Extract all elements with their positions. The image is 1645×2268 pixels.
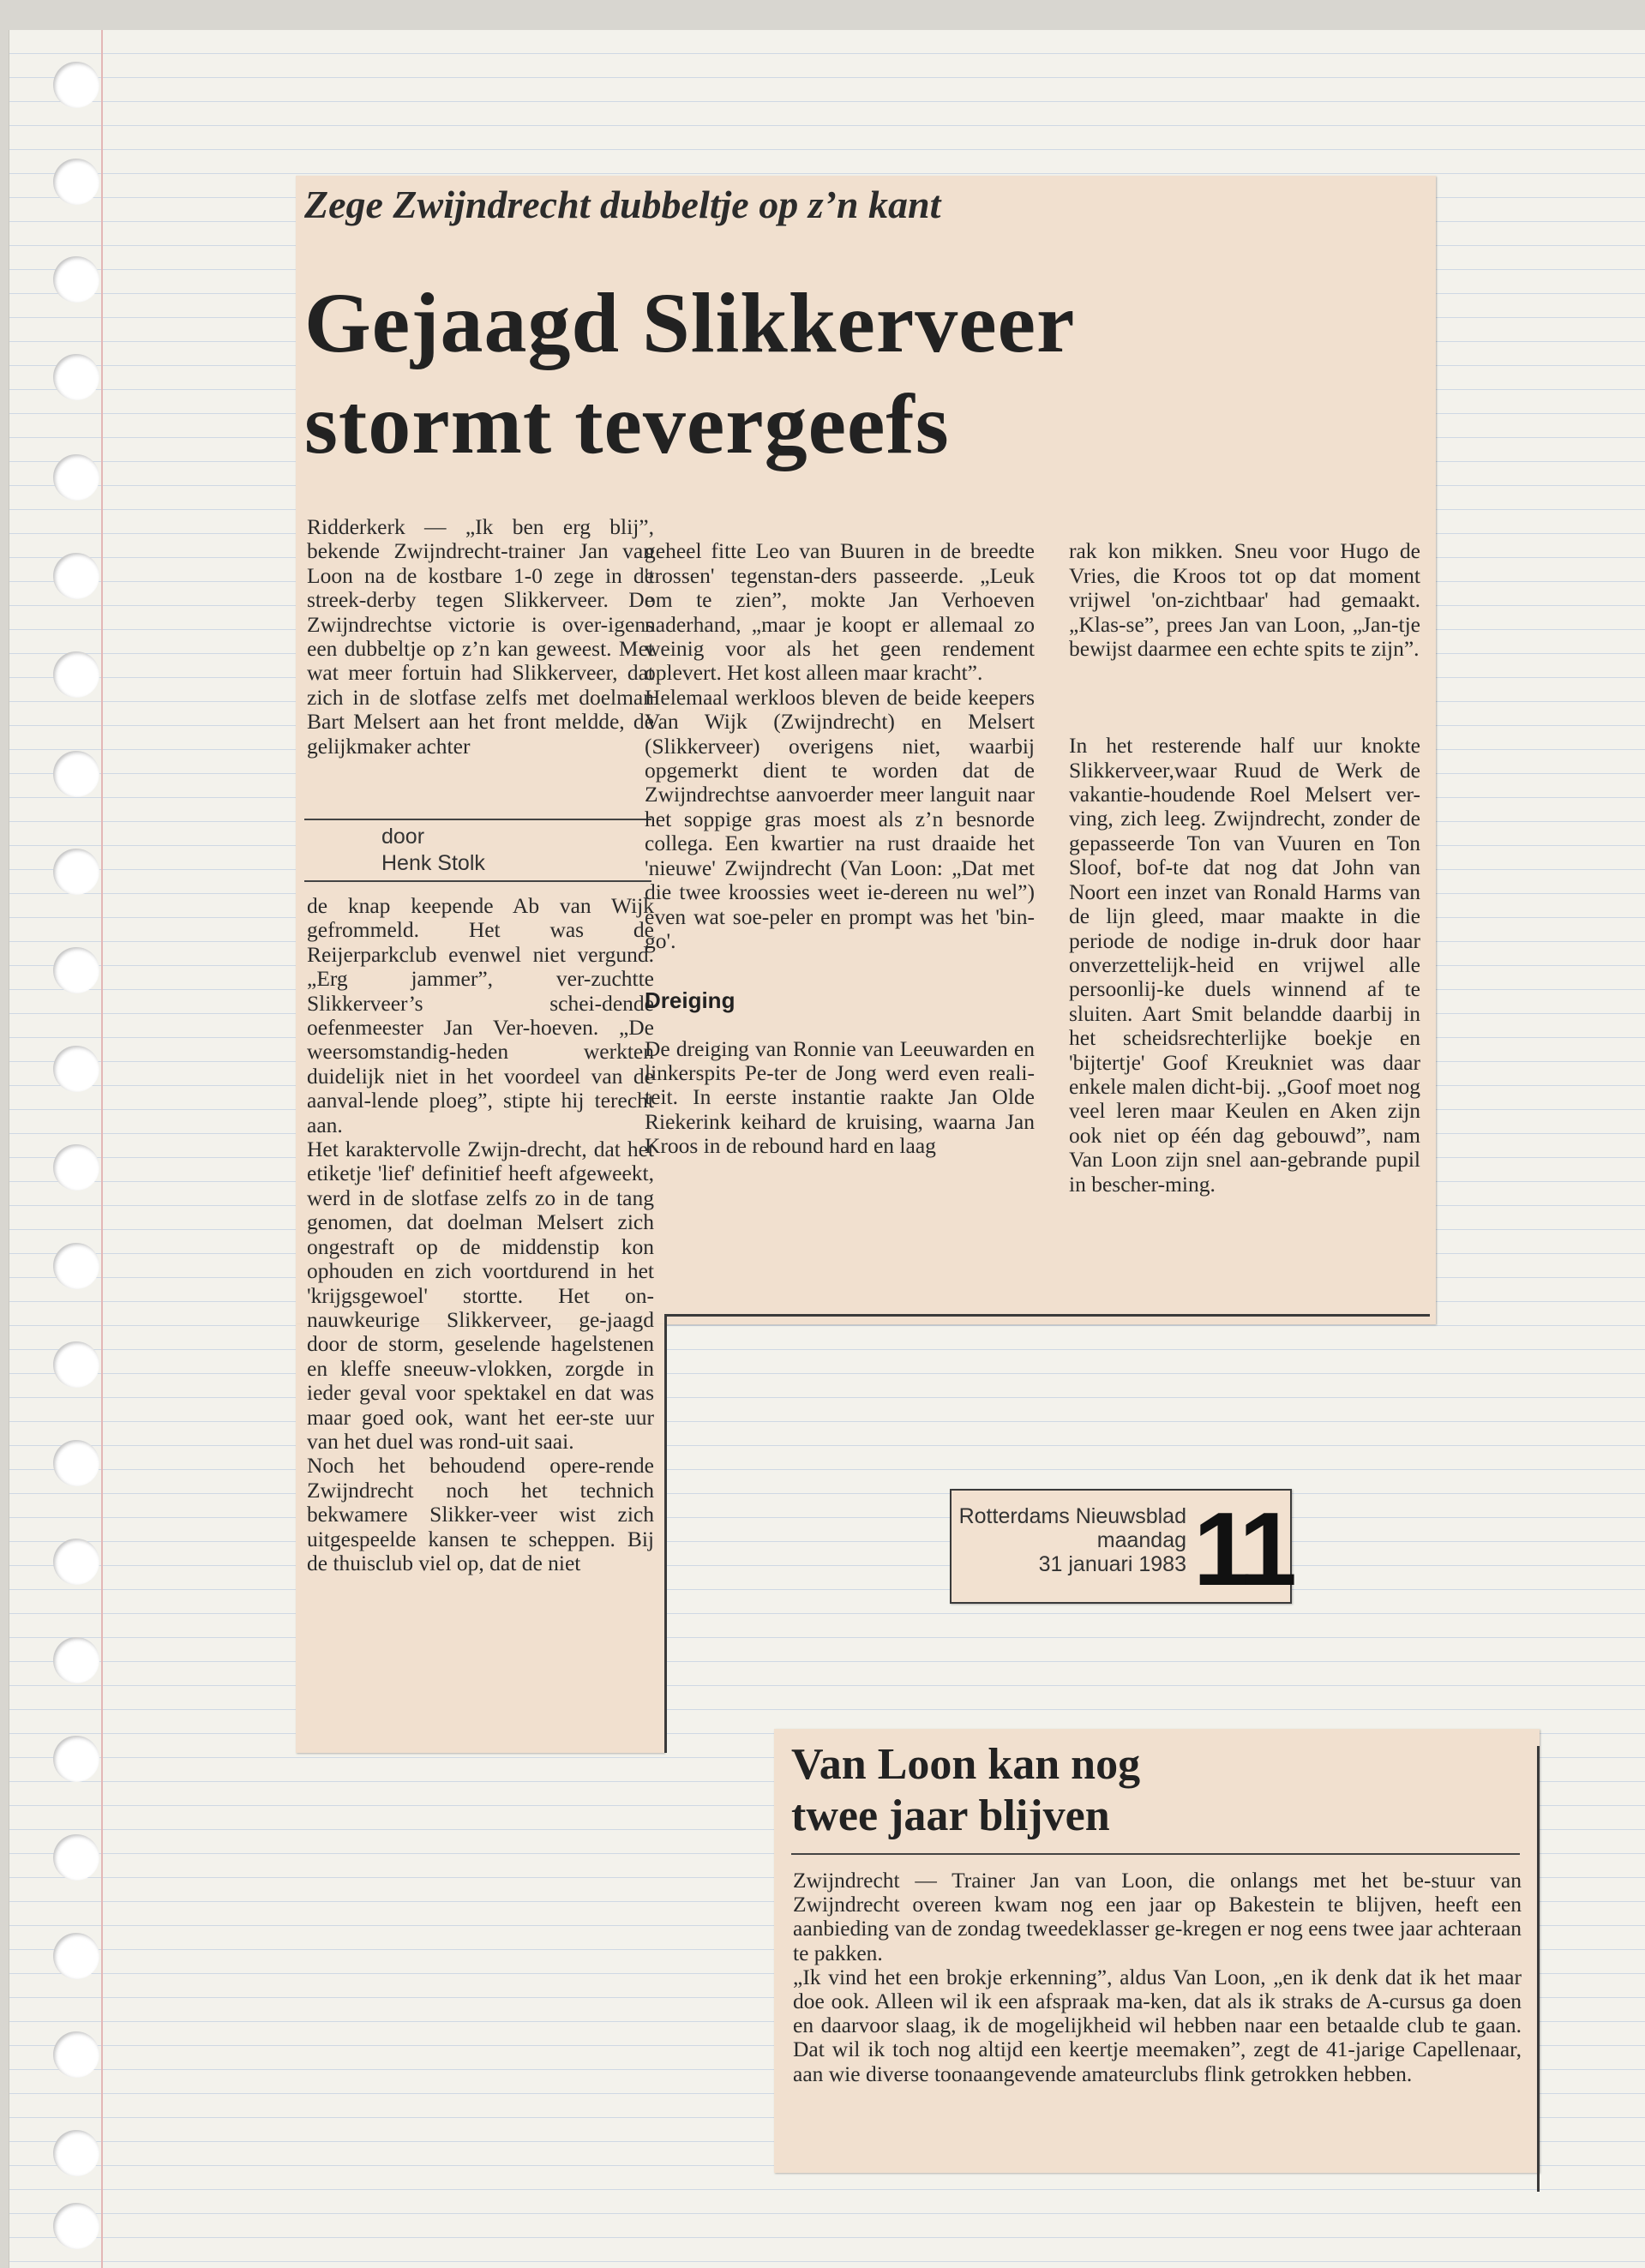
- punch-hole: [53, 354, 99, 400]
- article-column-3: [1069, 515, 1420, 1221]
- byline-prefix: door: [381, 825, 425, 849]
- article-kicker: Zege Zwijndrecht dubbeltje op z’n kant: [304, 183, 941, 226]
- column-3-text: rak kon mikken. Sneu voor Hugo de Vries, die Kroos tot op dat moment vrijwel 'on-zichtbaar' had gemaakt. „Klas-se”, prees Jan van Loon, „Jan-tje bewijst daarmee een echte spits te zijn”.: [1069, 538, 1420, 662]
- byline-text: [304, 820, 651, 880]
- punch-hole: [53, 553, 99, 599]
- byline-name: Henk Stolk: [381, 851, 485, 875]
- article-column-2: [645, 515, 1035, 1183]
- punch-hole: [53, 256, 99, 303]
- column-3-text-continued: In het resterende half uur knokte Slikkerveer,waar Ruud de Werk de vakantie-houdende Roel Melsert ver-ving, zich leeg. Zwijndrecht, zonder de gepasseerde Ton van Vuuren en Ton Sloof, bof-te dat nog dat John van Noort een inzet van Ronald Harms van de lijn gleed, maar maakte in die periode de nodige in-druk door haar onverzettelijk-heid en vrijwel alle persoonlij-ke duels winnend af te sluiten. Aart Smit belandde daarbij in het scheidsrechterlijke boekje en 'bijtertje' Goof Kreukniet was daar enkele malen dicht-bij. „Goof moet nog veel leren maar Keulen en Aken zijn ook niet op één dag gebouwd”, nam Van Loon zijn snel aan-gebrande pupil in bescher-ming.: [1069, 733, 1420, 1197]
- paper-day: maandag: [1096, 1528, 1186, 1552]
- punch-hole: [53, 1539, 99, 1585]
- article-column-1-bottom: de knap keepende Ab van Wijk gefrommeld. Het was de Reijerparkclub evenwel niet vergund. „Erg jammer”, ver-zuchtte Slikkerveer’s schei-dende oefenmeester Jan Ver-hoeven. „De weersomstandig-heden werkten duidelijk niet in het voordeel van de aanval-lende ploeg”, stipte hij terecht aan. Het karaktervolle Zwijn-drecht, dat het etiketje 'lief' definitief heeft afgeweekt, werd in de slotfase zelfs zo in de tang genomen, dat doelman Melsert zich ongestraft op de middenstip kon ophouden en zich voortdurend in het 'krijgsgewoel' stortte. Het on-nauwkeurige Slikkerveer, ge-jaagd door de storm, geselende hagelstenen en kleffe sneeuw-vlokken, zorgde in ieder geval voor spektakel en dat was maar goed ook, want het eer-ste uur van het duel was rond-uit saai. Noch het behoudend opere-rende Zwijndrecht noch het technich bekwamere Slikker-veer wist zich uitgespeelde kansen te scheppen. Bij de thuisclub viel op, dat de niet: [307, 893, 654, 1575]
- headline-line-1: Gejaagd Slikkerveer: [304, 275, 1076, 370]
- punch-hole: [53, 62, 99, 108]
- paragraph-gap: [1069, 686, 1420, 710]
- punch-hole: [53, 159, 99, 205]
- punch-hole: [53, 2031, 99, 2078]
- second-headline-line-1: Van Loon kan nog: [791, 1740, 1141, 1789]
- punch-hole: [53, 1834, 99, 1881]
- column-bracket-vertical: [664, 1314, 667, 1753]
- punch-hole: [53, 1637, 99, 1683]
- margin-line: [101, 30, 103, 2268]
- subheading-dreiging: Dreiging: [645, 987, 735, 1013]
- second-article-body: Zwijndrecht — Trainer Jan van Loon, die onlangs met het be-stuur van Zwijndrecht overeen kwam nog een jaar op Bakestein te blijven, heeft een aanbieding van de zondag tweedeklasser ge-kregen er nog eens twee jaar achteraan te pakken. „Ik vind het een brokje erkenning”, aldus Van Loon, „en ik denk dat ik het maar doe ook. Alleen wil ik een afspraak ma-ken, dat als ik straks de A-cursus ga doen en daarvoor slaag, ik de mogelijkheid wil hebben naar een betaalde club te gaan. Dat wil ik toch nog altijd een keertje meemaken”, zegt de 41-jarige Capellenaar, aan wie diverse toonaangevende amateurclubs flink getrokken hebben.: [793, 1868, 1522, 2086]
- masthead-clipping: [950, 1489, 1292, 1607]
- masthead-text: [957, 1504, 1186, 1576]
- article-headline: [304, 273, 1419, 475]
- punch-hole: [53, 1440, 99, 1486]
- column-2-text-continued: De dreiging van Ronnie van Leeuwarden en linkerspits Pe-ter de Jong werd even reali-teit. In eerste instantie raakte Jan Olde Riekerink keihard de kruising, waarna Jan Kroos in de rebound hard en laag: [645, 1035, 1035, 1159]
- second-article-rule: [791, 1853, 1520, 1855]
- headline-line-2: stormt tevergeefs: [304, 376, 950, 471]
- punch-hole: [53, 1243, 99, 1289]
- column-bracket-horizontal: [664, 1314, 1430, 1317]
- punch-hole: [53, 751, 99, 797]
- page-number: 11: [1193, 1491, 1290, 1607]
- punch-hole: [53, 1933, 99, 1979]
- second-article-headline: [791, 1739, 1494, 1842]
- punch-hole: [53, 2203, 99, 2249]
- punch-hole: [53, 2130, 99, 2176]
- punch-hole: [53, 1144, 99, 1191]
- punch-hole: [53, 651, 99, 698]
- punch-hole: [53, 1736, 99, 1782]
- byline-rule-bottom: [304, 880, 651, 882]
- second-article-border: [1537, 1746, 1540, 2192]
- column-2-text: geheel fitte Leo van Buuren in de breedte 'trossen' tegenstan-ders passeerde. „Leuk om te zien”, mokte Jan Verhoeven naderhand, „maar je koopt er allemaal zo weinig voor als het geen rendement oplevert. Het kost alleen maar kracht”. Helemaal werkloos bleven de beide keepers Van Wijk (Zwijndrecht) en Melsert (Slikkerveer) overigens niet, waarbij opgemerkt dient te worden dat de Zwijndrechtse aanvoerder meer languit naar het soppige gras moest als z’n besnorde collega. Een kwartier na rust draaide het 'nieuwe' Zwijndrecht (Van Loon: „Dat met die twee kroossies weet ie-dereen nu wel”) even wat soe-peler en prompt was het 'bin-go'.: [645, 538, 1035, 953]
- paper-name: Rotterdams Nieuwsblad: [958, 1504, 1186, 1528]
- punch-hole: [53, 454, 99, 501]
- punch-hole: [53, 1341, 99, 1388]
- second-article-clipping: [774, 1729, 1540, 2173]
- punch-hole: [53, 947, 99, 993]
- punch-hole: [53, 1046, 99, 1092]
- article-column-1-top: Ridderkerk — „Ik ben erg blij”, bekende Zwijndrecht-trainer Jan van Loon na de kostbare 1-0 zege in de streek-derby tegen Slikkerveer. De Zwijndrechtse victorie is over-igens een dubbeltje op z’n kan geweest. Met wat meer fortuin had Slikkerveer, dat zich in de slotfase zelfs met doelman Bart Melsert aan het front meldde, de gelijkmaker achter: [307, 514, 654, 759]
- paper-date: 31 januari 1983: [1038, 1552, 1186, 1576]
- second-headline-line-2: twee jaar blijven: [791, 1791, 1110, 1840]
- byline: [304, 819, 651, 882]
- punch-hole: [53, 849, 99, 895]
